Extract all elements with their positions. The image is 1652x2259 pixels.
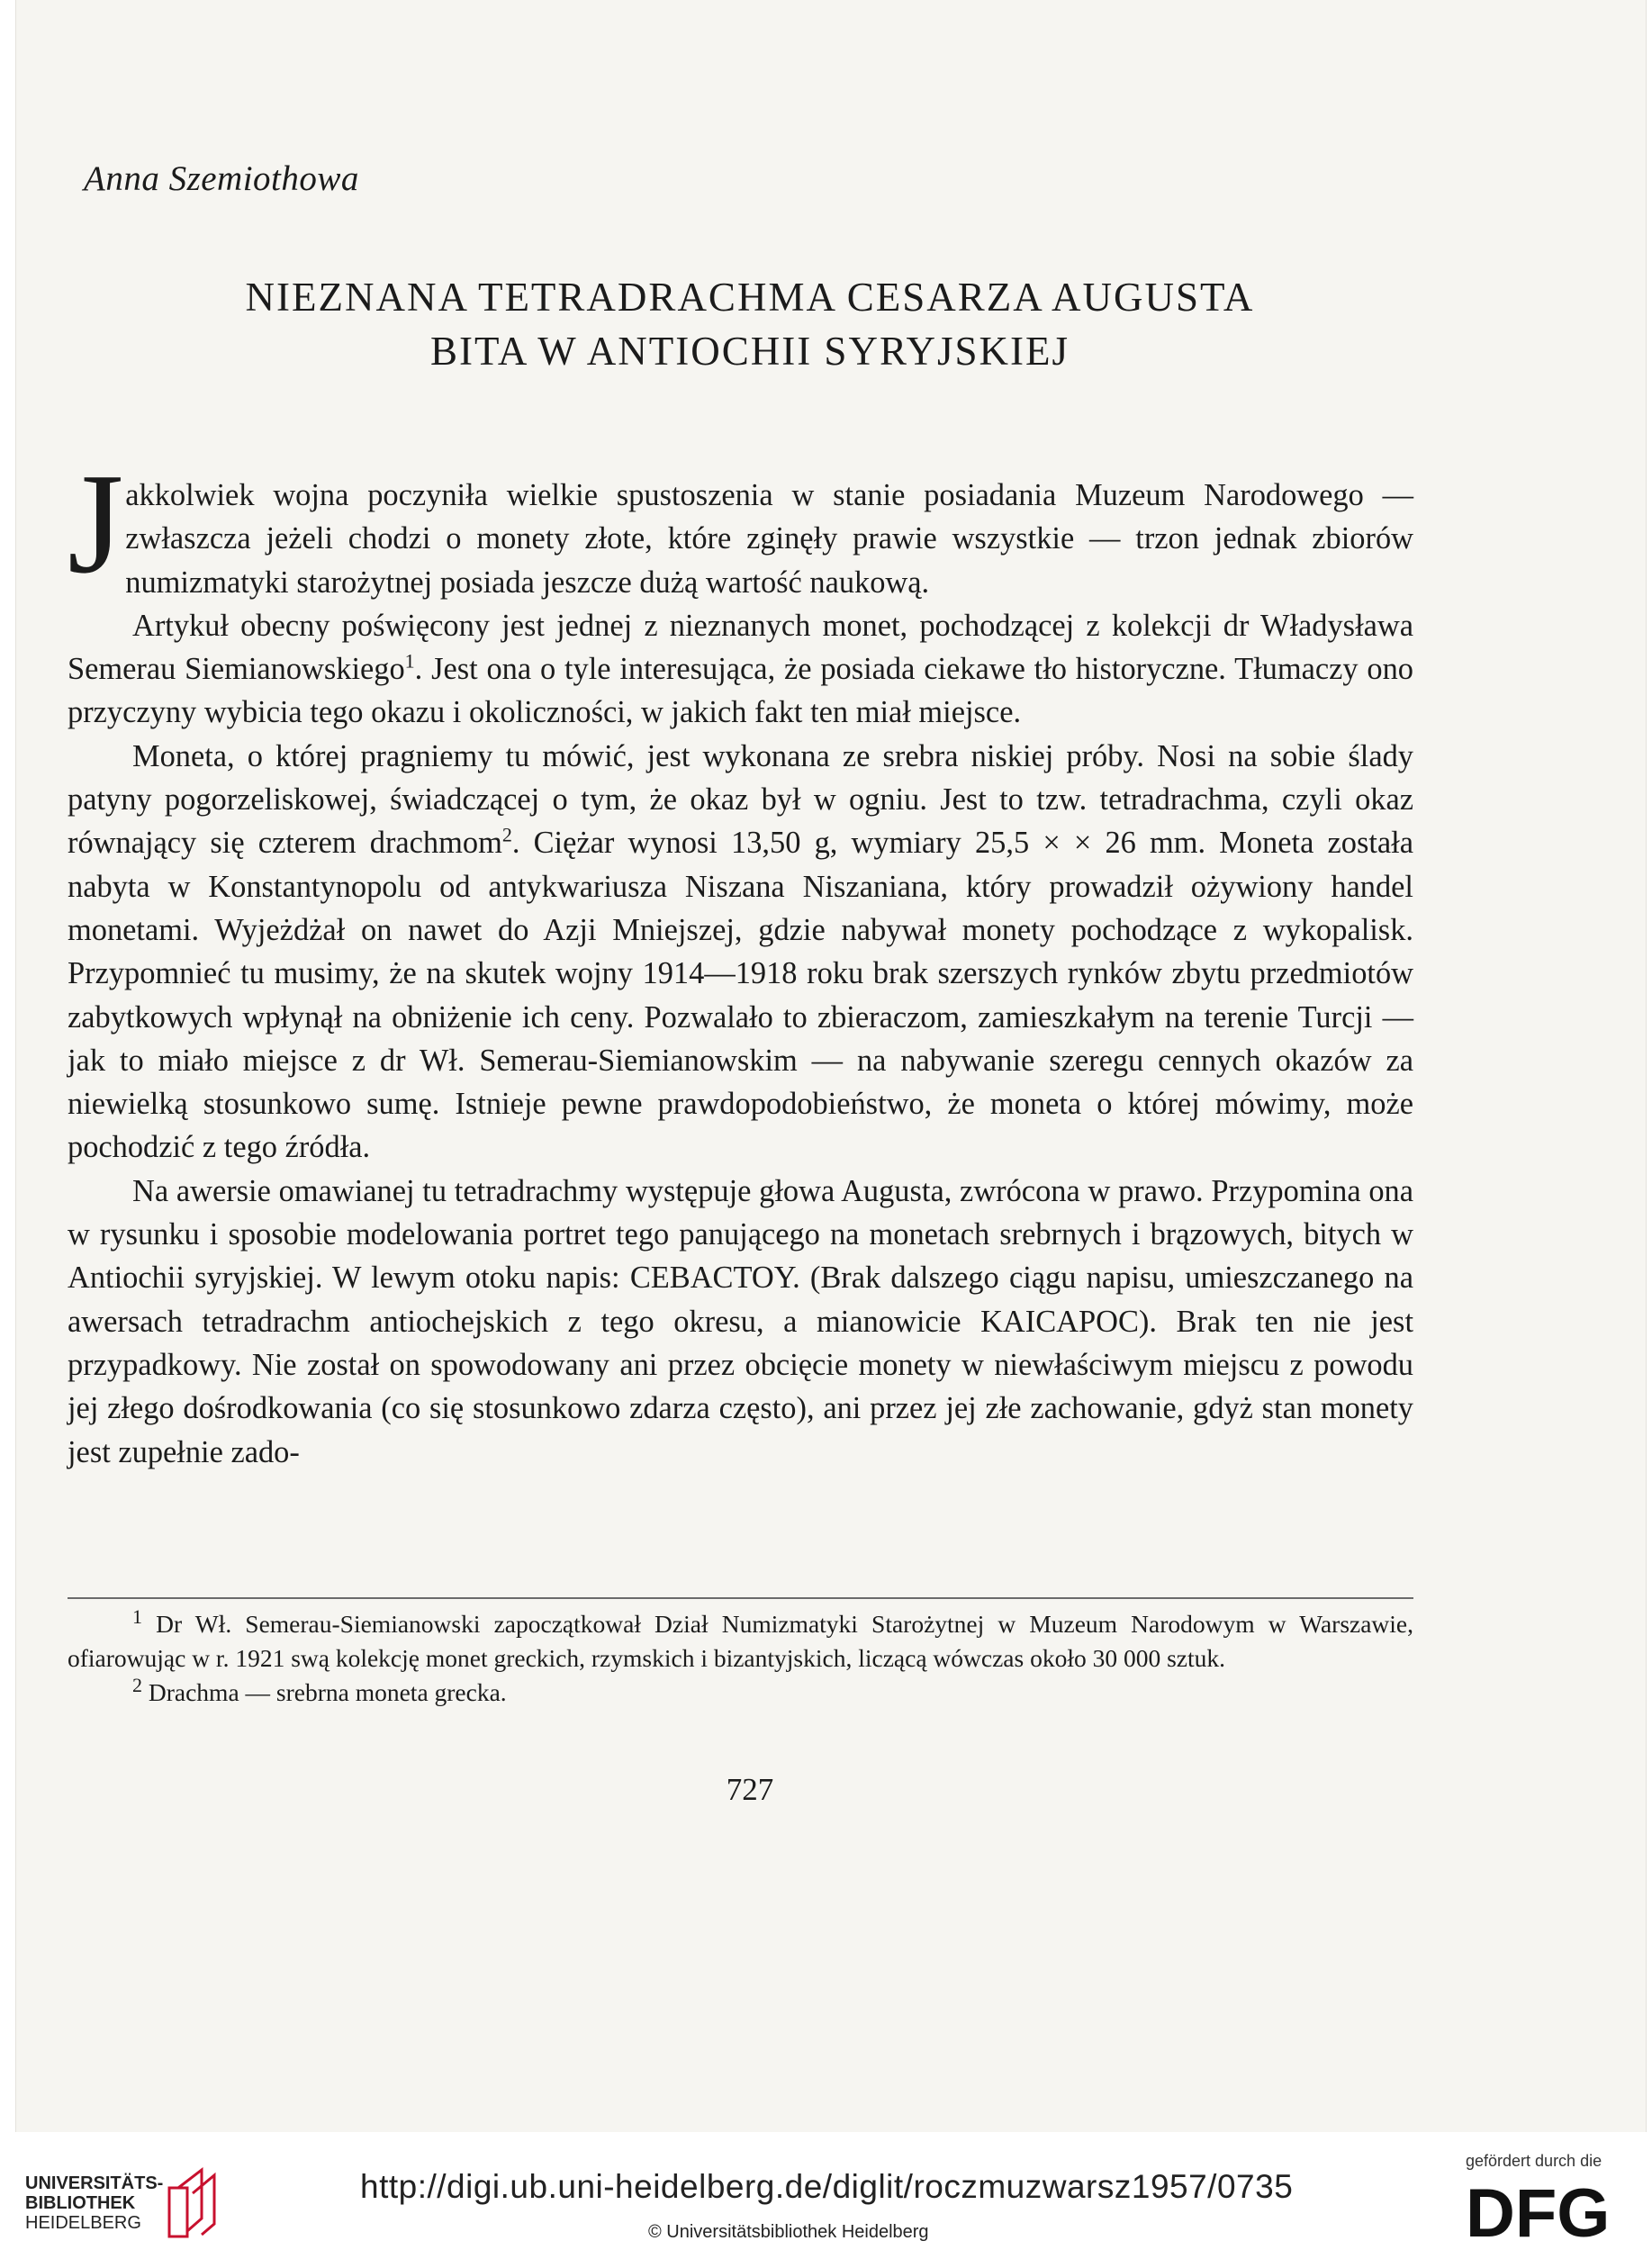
scanned-page <box>16 0 1646 2132</box>
dfg-logo-icon[interactable] <box>1466 2179 1619 2244</box>
article-body <box>68 443 1413 1474</box>
author-name: Anna Szemiothowa <box>84 159 359 198</box>
paragraph-1: Jakkolwiek wojna poczyniła wielkie spustoszenia w stanie posiadania Muzeum Narodowego — zwłaszcza jeżeli chodzi o monety złote, które zginęły prawie wszystkie — trzon jednak zbiorów numizmatyki starożytnej posiada jeszcze dużą wartość naukową. <box>68 443 1413 603</box>
footnote-ref-2[interactable]: 2 <box>501 823 512 846</box>
document-url-link[interactable]: http://digi.ub.uni-heidelberg.de/diglit/roczmuzwarsz1957/0735 <box>360 2168 1294 2205</box>
dfg-logo-text: DFG <box>1466 2179 1611 2244</box>
funded-by-label: gefördert durch die <box>1466 2152 1602 2170</box>
footnote-2: $^2$ Drachma — srebrna moneta grecka. <box>132 1673 507 1706</box>
article-title <box>16 270 1484 378</box>
paragraph-4: Na awersie omawianej tu tetradrachmy występuje głowa Augusta, zwrócona w prawo. Przypomina ona w rysunku i sposobie modelowania portret tego panującego na monetach srebrnych i brązowych, bitych w Antiochii syryjskiej. W lewym otoku napis: CEBACTOY. (Brak dalszego ciągu napisu, umieszczanego na awersach tetradrachm antiochejskich z tego okresu, a mianowicie KAICAPOC). Brak ten nie jest przypadkowy. Nie został on spowodowany ani przez obcięcie monety w niewłaściwym miejscu z powodu jej złego dośrodkowania (co się stosunkowo zdarza często), ani przez jej złe zachowanie, gdyż stan monety jest zupełnie zado- <box>68 1173 1413 1469</box>
footnotes <box>68 1604 1414 1710</box>
page-number: 727 <box>726 1772 774 1807</box>
drop-cap: J <box>68 443 124 603</box>
viewer-footer <box>0 2132 1652 2259</box>
footnote-rule <box>68 1597 1413 1599</box>
paragraph-2: Artykuł obecny poświęcony jest jednej z nieznanych monet, pochodzącej z kolekcji dr Władysława Semerau Siemianowskiego$^1$. Jest ona o tyle interesująca, że posiada ciekawe tło historyczne. Tłumaczy ono przyczyny wybicia tego okazu i okoliczności, w jakich fakt ten miał miejsce. <box>68 608 1413 730</box>
copyright-notice: © Universitätsbibliothek Heidelberg <box>648 2222 929 2242</box>
title-line-1: NIEZNANA TETRADRACHMA CESARZA AUGUSTA <box>245 275 1255 320</box>
library-logo-icon[interactable] <box>166 2166 220 2238</box>
footnote-1: $^1$ Dr Wł. Semerau-Siemianowski zapoczątkował Dział Numizmatyki Starożytnej w Muzeum Narodowym w Warszawie, ofiarowując w r. 1921 swą kolekcję monet greckich, rzymskich i bizantyjskich, liczącą wówczas około 30 000 sztuk. <box>68 1604 1414 1672</box>
footnote-ref-1[interactable]: 1 <box>404 649 415 673</box>
library-name[interactable]: UNIVERSITÄTS- BIBLIOTHEK HEIDELBERG <box>25 2173 164 2233</box>
title-line-2: BITA W ANTIOCHII SYRYJSKIEJ <box>429 329 1070 374</box>
paragraph-3: Moneta, o której pragniemy tu mówić, jest wykonana ze srebra niskiej próby. Nosi na sobie ślady patyny pogorzeliskowej, świadczącej o tym, że okaz był w ogniu. Jest to tzw. tetradrachma, czyli okaz równający się czterem drachmom$^2$. Ciężar wynosi 13,50 g, wymiary 25,5 × × 26 mm. Moneta została nabyta w Konstantynopolu od antykwariusza Niszana Niszaniana, który prowadził ożywiony handel monetami. Wyjeżdżał on nawet do Azji Mniejszej, gdzie nabywał monety pochodzące z wykopalisk. Przypomnieć tu musimy, że na skutek wojny 1914—1918 roku brak szerszych rynków zbytu przedmiotów zabytkowych wpłynął na obniżenie ich ceny. Pozwalało to zbieraczom, zamieszkałym na terenie Turcji — jak to miało miejsce z dr Wł. Semerau-Siemianowskim — na nabywanie szeregu cennych okazów za niewielką stosunkowo sumę. Istnieje pewne prawdopodobieństwo, że moneta o której mówimy, może pochodzić z tego źródła. <box>68 738 1413 1165</box>
